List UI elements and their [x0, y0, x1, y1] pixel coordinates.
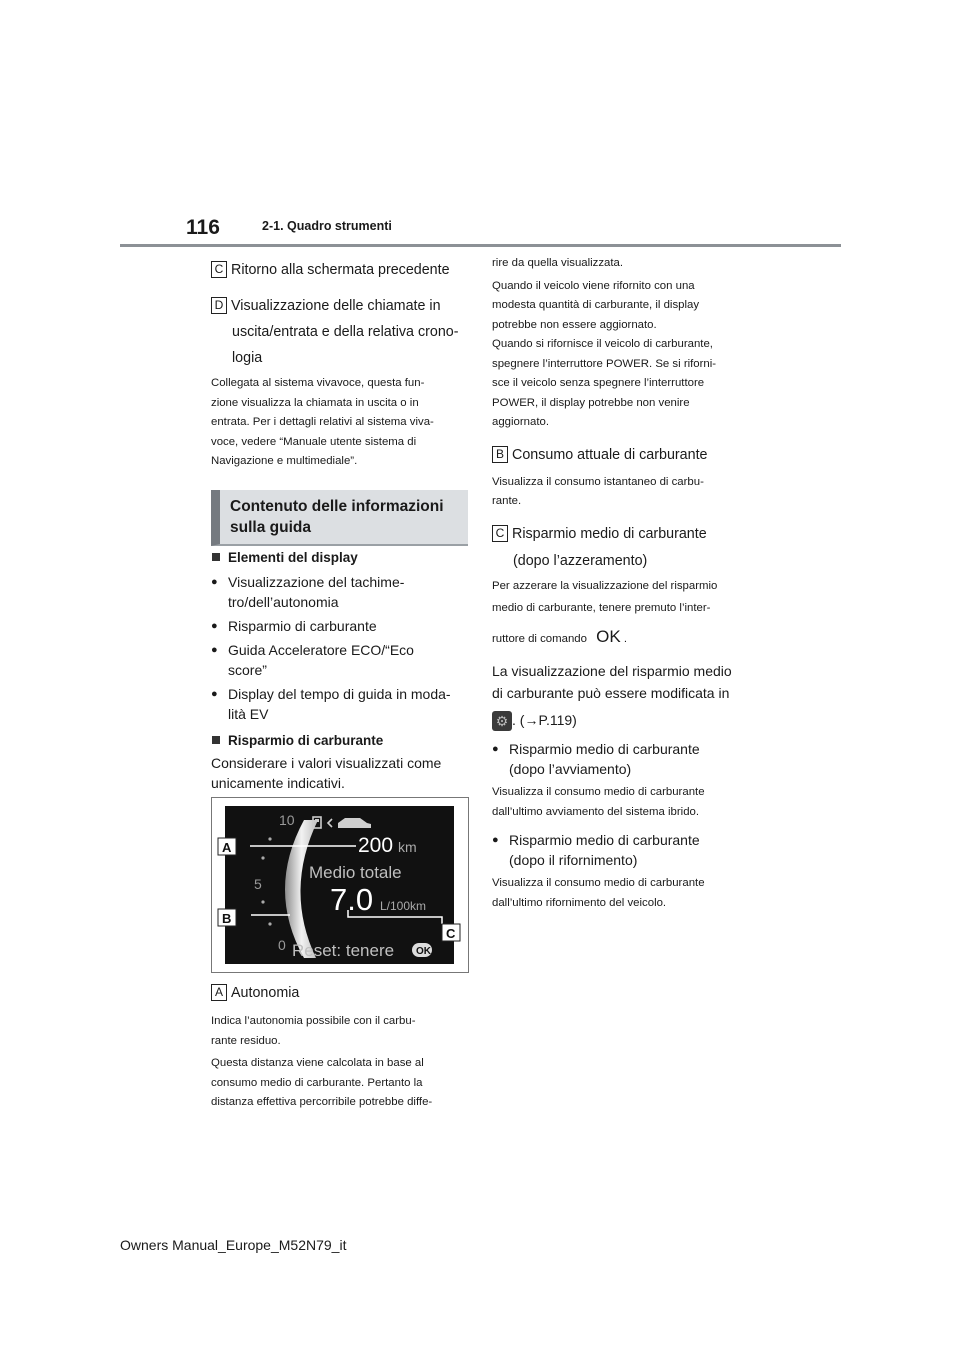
bullet-item: ● Risparmio di carburante: [211, 616, 469, 636]
callout-c-label: C: [446, 926, 456, 941]
item-d: [211, 296, 469, 316]
bullet-after-refuel: ● Risparmio medio di carburante (dopo il rifornimento): [492, 830, 754, 870]
ok-symbol: OK: [596, 626, 621, 646]
bullet-after-start-desc: Visualizza il consumo medio di carburante dall’ultimo avviamento del sistema ibrido.: [492, 786, 705, 818]
callout-b-label: B: [222, 911, 232, 926]
item-b-label: Consumo attuale di carburante: [512, 446, 708, 463]
tick-dot: [268, 922, 271, 925]
item-a-desc-continued: rire da quella visualizzata. Quando il veicolo viene rifornito con una modesta quantità di carburante, il display potrebbe non essere aggiornato. Quando si rifornisce il veicolo di carburante, spegnere l’interruttore POWER. Se si riforni- sce il veicolo senza spegnere l’interruttore POWER, il display potrebbe non venire aggiornato.: [492, 257, 717, 428]
tick-0: 0: [278, 937, 286, 953]
badge-a: A: [211, 984, 227, 1001]
left-column: [211, 260, 469, 472]
item-a-section: [211, 983, 469, 1113]
page-number: 116: [186, 216, 220, 239]
fuel-desc: Considerare i valori visualizzati come unicamente indicativi.: [211, 755, 442, 791]
avg-unit: L/100km: [380, 899, 427, 913]
item-d-label-3: logia: [232, 350, 263, 366]
cluster-figure: [211, 797, 469, 973]
item-d-desc: Collegata al sistema vivavoce, questa fun- zione visualizza la chiamata in uscita o in entrata. Per i dettagli relativi al sistema viva- voce, vedere “Manuale utente sistema di Navigazione e multimediale”.: [211, 377, 434, 467]
item-b: [492, 445, 754, 465]
fuel-heading: Risparmio di carburante: [211, 731, 469, 751]
item-b-desc: Visualizza il consumo istantaneo di carbu- rante.: [492, 475, 704, 507]
bullet-item: ● Visualizzazione del tachime- tro/dell’autonomia: [211, 572, 469, 612]
range-unit: km: [398, 839, 417, 855]
item-a: [211, 983, 469, 1003]
ok-badge-label: OK: [416, 946, 431, 957]
footer: Owners Manual_Europe_M52N79_it: [120, 1237, 347, 1253]
tick-dot: [261, 856, 264, 859]
item-c-right-desc: Per azzerare la visualizzazione del risparmio medio di carburante, tenere premuto l’inter- ruttore di comando OK .: [492, 579, 718, 646]
item-a-label: Autonomia: [231, 985, 300, 1001]
range-value: 200: [358, 834, 394, 857]
badge-d: D: [211, 297, 227, 314]
item-d-label: Visualizzazione delle chiamate in: [231, 298, 441, 314]
header-rule: [120, 244, 841, 247]
mode-label: Medio totale: [309, 863, 402, 882]
reset-label: Reset: tenere: [292, 941, 395, 960]
section-title: 2-1. Quadro strumenti: [262, 219, 392, 233]
modify-text: La visualizzazione del risparmio medio di carburante può essere modificata in ⚙ . (→P.119): [492, 663, 732, 730]
elements-section: [211, 548, 469, 793]
avg-value: 7.0: [330, 882, 374, 917]
section-box: [211, 490, 468, 546]
badge-b: B: [492, 446, 508, 463]
item-c-right-label-2: (dopo l’azzeramento): [513, 552, 648, 569]
tick-dot: [268, 837, 271, 840]
bullet-item: ● Display del tempo di guida in moda- lità EV: [211, 684, 469, 724]
item-c-right: [492, 524, 754, 544]
box-title: Contenuto delle informazioni sulla guida: [230, 498, 444, 536]
elements-heading: Elementi del display: [211, 548, 469, 568]
cluster-display: [212, 798, 468, 972]
tick-5: 5: [254, 876, 262, 892]
badge-c: C: [211, 261, 227, 278]
item-a-desc: Indica l’autonomia possibile con il carbu- rante residuo. Questa distanza viene calcolata in base al consumo medio di carburante. Pertanto la distanza effettiva percorribile potrebbe diffe-: [211, 1015, 433, 1108]
gear-icon: ⚙: [492, 711, 512, 731]
bullet-after-refuel-desc: Visualizza il consumo medio di carburante dall’ultimo rifornimento del veicolo.: [492, 877, 705, 909]
badge-c-right: C: [492, 525, 508, 542]
bullet-after-start: ● Risparmio medio di carburante (dopo l’avviamento): [492, 739, 754, 779]
right-column: [492, 254, 754, 913]
bullet-item: ● Guida Acceleratore ECO/“Eco score”: [211, 640, 469, 680]
item-c-right-label: Risparmio medio di carburante: [512, 525, 707, 542]
item-c: [211, 260, 469, 280]
item-d-label-2: uscita/entrata e della relativa crono-: [232, 324, 459, 340]
item-c-label: Ritorno alla schermata precedente: [231, 262, 450, 278]
tick-10: 10: [279, 812, 295, 828]
callout-a-label: A: [222, 840, 232, 855]
tick-dot: [261, 900, 264, 903]
